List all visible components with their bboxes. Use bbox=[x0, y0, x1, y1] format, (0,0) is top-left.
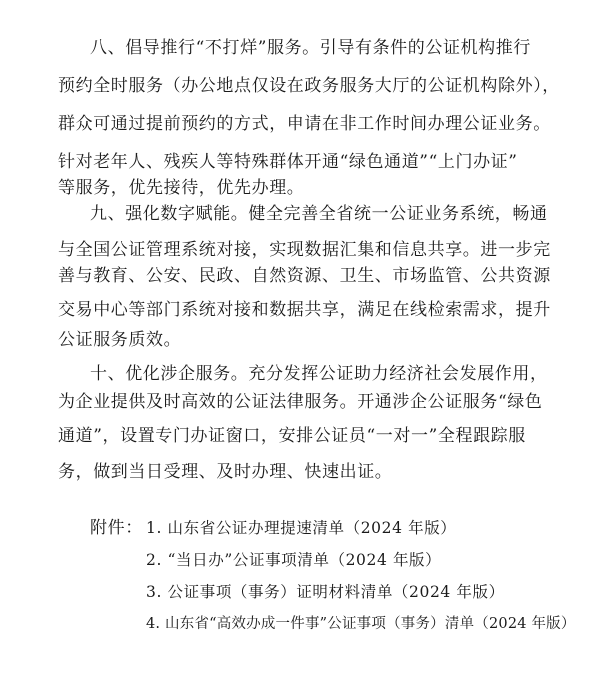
paragraph-line: 十、优化涉企服务。充分发挥公证助力经济社会发展作用， bbox=[90, 364, 548, 384]
paragraph-line: 通道”，设置专门办证窗口，安排公证员“一对一”全程跟踪服 bbox=[58, 426, 526, 446]
paragraph-line: 为企业提供及时高效的公证法律服务。开通涉企公证服务“绿色 bbox=[58, 392, 543, 412]
attachments-label: 附件： bbox=[90, 518, 143, 538]
paragraph-line: 交易中心等部门系统对接和数据共享，满足在线检索需求，提升 bbox=[58, 300, 551, 320]
paragraph-line: 针对老年人、残疾人等特殊群体开通“绿色通道”“上门办证” bbox=[58, 152, 518, 172]
attachment-item: 1. 山东省公证办理提速清单（2024 年版） bbox=[146, 519, 457, 537]
paragraph-line: 九、强化数字赋能。健全完善全省统一公证业务系统，畅通 bbox=[90, 204, 548, 224]
attachment-item: 2. “当日办”公证事项清单（2024 年版） bbox=[146, 551, 442, 569]
attachment-item: 3. 公证事项（事务）证明材料清单（2024 年版） bbox=[146, 583, 505, 601]
paragraph-line: 八、倡导推行“不打烊”服务。引导有条件的公证机构推行 bbox=[90, 38, 531, 58]
paragraph-line: 群众可通过提前预约的方式，申请在非工作时间办理公证业务。 bbox=[58, 114, 551, 134]
paragraph-line: 务，做到当日受理、及时办理、快速出证。 bbox=[58, 462, 393, 482]
paragraph-line: 公证服务质效。 bbox=[58, 330, 182, 350]
paragraph-line: 等服务，优先接待，优先办理。 bbox=[58, 178, 305, 198]
paragraph-line: 与全国公证管理系统对接，实现数据汇集和信息共享。进一步完 bbox=[58, 240, 551, 260]
paragraph-line: 善与教育、公安、民政、自然资源、卫生、市场监管、公共资源 bbox=[58, 266, 551, 286]
attachment-item: 4. 山东省“高效办成一件事”公证事项（事务）清单（2024 年版） bbox=[146, 616, 576, 632]
paragraph-line: 预约全时服务（办公地点仅设在政务服务大厅的公证机构除外）， bbox=[58, 76, 560, 96]
